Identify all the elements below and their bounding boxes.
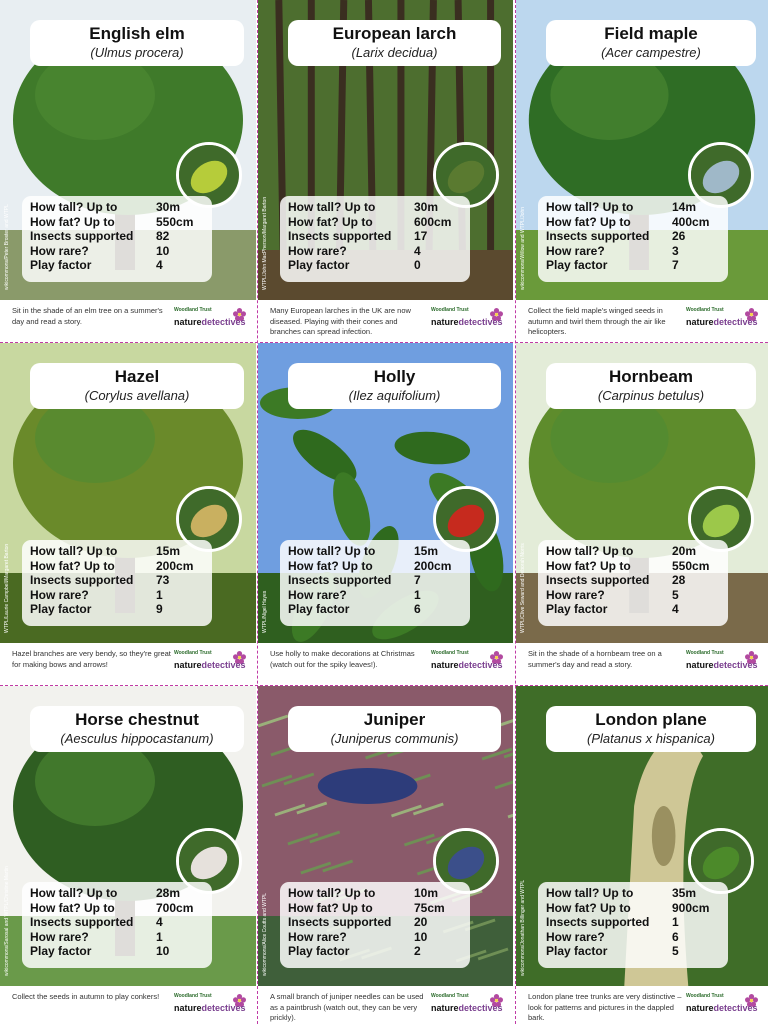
title-box	[288, 363, 501, 409]
stat-label: How tall? Up to	[546, 200, 634, 214]
tree-name: Hornbeam	[608, 367, 694, 386]
tree-name: London plane	[595, 710, 707, 729]
stat-value: 20	[414, 915, 428, 929]
stats-panel	[280, 540, 470, 626]
stat-row	[546, 930, 720, 945]
logo-wordmark	[174, 317, 246, 327]
stat-row	[30, 944, 204, 959]
tree-card	[0, 686, 256, 1024]
stat-label: Play factor	[288, 258, 350, 272]
stat-label: Insects supported	[546, 573, 650, 587]
tree-card	[258, 0, 513, 342]
nature-detectives-logo	[686, 649, 758, 679]
stat-row	[546, 559, 720, 574]
stat-label: Insects supported	[546, 229, 650, 243]
tree-card	[0, 343, 256, 685]
stat-row	[546, 901, 720, 916]
stat-value: 550cm	[156, 214, 194, 229]
logo-org: Woodland Trust	[431, 993, 469, 999]
logo-word-detectives: detectives	[201, 660, 246, 670]
stat-row	[546, 229, 720, 244]
stat-value: 28	[672, 573, 686, 587]
stat-label: How rare?	[546, 587, 605, 602]
stat-value: 6	[672, 929, 679, 944]
stat-label: How fat? Up to	[30, 558, 115, 573]
stat-value: 600cm	[414, 214, 452, 229]
stat-label: How rare?	[288, 929, 347, 944]
stat-value: 4	[414, 243, 421, 258]
stat-row	[288, 544, 462, 559]
tree-card	[258, 686, 513, 1024]
stat-row	[30, 915, 204, 930]
stat-label: How fat? Up to	[30, 900, 115, 915]
stat-label: How tall? Up to	[288, 886, 376, 900]
title-box	[30, 20, 244, 66]
latin-name: (Aesculus hippocastanum)	[60, 731, 214, 746]
tree-name: English elm	[89, 24, 185, 43]
tree-name: European larch	[332, 24, 457, 43]
logo-word-nature: nature	[431, 1003, 459, 1013]
latin-name: (Acer campestre)	[601, 45, 701, 60]
fun-fact: Hazel branches are very bendy, so they're great for making bows and arrows!	[12, 649, 171, 669]
card-footer	[0, 300, 256, 342]
stat-row	[30, 588, 204, 603]
tree-name: Hazel	[114, 367, 160, 386]
stat-value: 7	[414, 573, 421, 587]
stat-label: Play factor	[30, 944, 92, 958]
logo-org: Woodland Trust	[686, 650, 724, 656]
stat-row	[288, 901, 462, 916]
tree-card	[258, 343, 513, 685]
fun-fact: Many European larches in the UK are now diseased. Playing with their cones and branches can spread infection.	[270, 306, 411, 336]
stat-label: Insects supported	[288, 915, 392, 929]
stat-row	[546, 258, 720, 273]
nature-detectives-logo	[686, 992, 758, 1022]
stat-label: Insects supported	[288, 229, 392, 243]
tree-card	[516, 0, 768, 342]
logo-word-nature: nature	[431, 317, 459, 327]
stat-label: How rare?	[288, 243, 347, 258]
cut-line-horizontal	[0, 685, 768, 686]
stat-label: Insects supported	[546, 915, 650, 929]
stat-label: How fat? Up to	[546, 900, 631, 915]
stat-label: How tall? Up to	[288, 200, 376, 214]
stat-value: 6	[414, 602, 421, 616]
stat-label: Insects supported	[288, 573, 392, 587]
stat-value: 200cm	[414, 558, 452, 573]
stat-value: 1	[672, 915, 679, 929]
card-footer	[516, 643, 768, 685]
stat-value: 30m	[156, 200, 181, 214]
stat-row	[546, 215, 720, 230]
logo-org: Woodland Trust	[174, 307, 212, 313]
stat-row	[30, 244, 204, 259]
latin-name: (Carpinus betulus)	[597, 388, 705, 403]
card-footer	[516, 300, 768, 342]
stat-label: How fat? Up to	[30, 214, 115, 229]
stat-value: 0	[414, 258, 421, 272]
stat-value: 4	[672, 602, 679, 616]
logo-wordmark	[431, 317, 503, 327]
title-box	[288, 20, 501, 66]
stat-label: Insects supported	[30, 915, 134, 929]
fun-fact: A small branch of juniper needles can be used as a paintbrush (watch out, they can be very prickly).	[270, 992, 424, 1022]
stat-value: 10m	[414, 886, 439, 900]
stat-row	[288, 258, 462, 273]
stat-row	[30, 559, 204, 574]
card-footer	[0, 643, 256, 685]
tree-name: Holly	[373, 367, 416, 386]
stat-row	[546, 602, 720, 617]
stat-label: How rare?	[30, 243, 89, 258]
photo-credit: WTPL/Nigel Hayes	[262, 590, 268, 633]
title-box	[546, 363, 756, 409]
card-footer	[516, 986, 768, 1024]
card-footer	[0, 986, 256, 1024]
nature-detectives-logo	[686, 306, 758, 336]
photo-credit: wikicommons/Willow and WTPL/John	[520, 206, 526, 290]
stat-value: 35m	[672, 886, 697, 900]
stat-value: 26	[672, 229, 686, 243]
stat-row	[30, 229, 204, 244]
stat-value: 10	[156, 944, 170, 958]
stat-label: How tall? Up to	[288, 544, 376, 558]
photo-credit: wikicommons/Jonathan Billinger and WTPL	[520, 879, 526, 976]
latin-name: (Juniperus communis)	[330, 731, 459, 746]
nature-detectives-logo	[431, 649, 503, 679]
stat-label: How tall? Up to	[546, 886, 634, 900]
photo-credit: wikicommons/Alice Coutts and WTPL	[262, 892, 268, 976]
logo-word-detectives: detectives	[713, 317, 758, 327]
stats-panel	[538, 882, 728, 968]
stat-label: How fat? Up to	[288, 900, 373, 915]
tree-name: Juniper	[363, 710, 426, 729]
logo-org: Woodland Trust	[431, 650, 469, 656]
stat-value: 550cm	[672, 558, 710, 573]
stat-row	[546, 200, 720, 215]
logo-word-nature: nature	[686, 660, 714, 670]
stat-value: 82	[156, 229, 170, 243]
stat-label: How fat? Up to	[288, 214, 373, 229]
stat-row	[288, 930, 462, 945]
stat-row	[288, 886, 462, 901]
stat-label: How rare?	[288, 587, 347, 602]
nature-detectives-logo	[174, 306, 246, 336]
stat-value: 200cm	[156, 558, 194, 573]
stat-row	[288, 200, 462, 215]
stat-row	[288, 944, 462, 959]
stat-value: 5	[672, 587, 679, 602]
logo-wordmark	[174, 660, 246, 670]
logo-org: Woodland Trust	[686, 993, 724, 999]
stat-value: 4	[156, 915, 163, 929]
latin-name: (Ulmus procera)	[90, 45, 184, 60]
stat-label: Play factor	[546, 602, 608, 616]
stat-value: 4	[156, 258, 163, 272]
stat-label: How tall? Up to	[546, 544, 634, 558]
stat-label: How fat? Up to	[546, 214, 631, 229]
tree-card	[0, 0, 256, 342]
stat-row	[288, 559, 462, 574]
logo-org: Woodland Trust	[686, 307, 724, 313]
stat-value: 900cm	[672, 900, 710, 915]
logo-wordmark	[431, 1003, 503, 1013]
logo-word-nature: nature	[174, 1003, 202, 1013]
logo-wordmark	[686, 660, 758, 670]
stat-row	[30, 258, 204, 273]
latin-name: (Ilez aquifolium)	[348, 388, 441, 403]
photo-credit: wikicommons/Sarosal and WTPL/Christine Martin	[4, 866, 10, 976]
logo-wordmark	[686, 1003, 758, 1013]
title-box	[30, 363, 244, 409]
fun-fact: Collect the seeds in autumn to play conkers!	[12, 992, 160, 1001]
stat-label: Play factor	[288, 602, 350, 616]
stat-row	[288, 602, 462, 617]
latin-name: (Larix decidua)	[351, 45, 438, 60]
stat-label: Play factor	[546, 944, 608, 958]
latin-name: (Corylus avellana)	[84, 388, 190, 403]
stat-row	[288, 915, 462, 930]
card-footer	[258, 986, 513, 1024]
stat-label: How rare?	[30, 587, 89, 602]
fun-fact: Sit in the shade of an elm tree on a summer's day and read a story.	[12, 306, 163, 326]
stat-value: 1	[156, 587, 163, 602]
stat-row	[30, 886, 204, 901]
stat-value: 10	[414, 929, 428, 944]
logo-word-detectives: detectives	[201, 1003, 246, 1013]
stat-value: 700cm	[156, 900, 194, 915]
logo-word-nature: nature	[686, 317, 714, 327]
logo-wordmark	[431, 660, 503, 670]
logo-wordmark	[174, 1003, 246, 1013]
fun-fact: Use holly to make decorations at Christmas (watch out for the spiky leaves!).	[270, 649, 415, 669]
stat-label: Play factor	[30, 258, 92, 272]
stat-value: 5	[672, 944, 679, 958]
stat-label: Play factor	[546, 258, 608, 272]
fun-fact: Collect the field maple's winged seeds in autumn and twirl them through the air like helicopters.	[528, 306, 666, 336]
stats-panel	[22, 540, 212, 626]
nature-detectives-logo	[431, 992, 503, 1022]
stat-row	[288, 215, 462, 230]
stats-panel	[22, 196, 212, 282]
stats-panel	[22, 882, 212, 968]
stat-value: 1	[414, 587, 421, 602]
stat-value: 20m	[672, 544, 697, 558]
tree-card	[516, 686, 768, 1024]
photo-credit: wikicommons/Peter Broster and WTPL	[4, 204, 10, 290]
photo-credit: WTPL/John MacPherson/Margaret Barton	[262, 196, 268, 290]
stat-label: How rare?	[546, 929, 605, 944]
logo-word-detectives: detectives	[713, 1003, 758, 1013]
card-footer	[258, 643, 513, 685]
stat-label: How tall? Up to	[30, 200, 118, 214]
logo-wordmark	[686, 317, 758, 327]
logo-org: Woodland Trust	[174, 650, 212, 656]
fun-fact: London plane tree trunks are very distinctive – look for patterns and pictures in the dappled bark.	[528, 992, 682, 1022]
logo-word-nature: nature	[686, 1003, 714, 1013]
logo-word-detectives: detectives	[458, 317, 503, 327]
stat-value: 3	[672, 243, 679, 258]
stat-row	[30, 901, 204, 916]
nature-detectives-logo	[431, 306, 503, 336]
stat-row	[288, 229, 462, 244]
stat-label: How fat? Up to	[546, 558, 631, 573]
stat-value: 17	[414, 229, 428, 243]
stat-row	[30, 215, 204, 230]
stat-row	[546, 244, 720, 259]
logo-word-detectives: detectives	[458, 660, 503, 670]
logo-word-detectives: detectives	[201, 317, 246, 327]
stat-value: 10	[156, 243, 170, 258]
stat-row	[288, 588, 462, 603]
stat-row	[30, 602, 204, 617]
cut-line-horizontal	[0, 342, 768, 343]
nature-detectives-logo	[174, 992, 246, 1022]
title-box	[546, 706, 756, 752]
stats-panel	[280, 196, 470, 282]
stat-row	[288, 244, 462, 259]
fun-fact: Sit in the shade of a hornbeam tree on a summer's day and read a story.	[528, 649, 662, 669]
stat-label: Insects supported	[30, 229, 134, 243]
tree-name: Field maple	[604, 24, 698, 43]
stat-value: 15m	[156, 544, 181, 558]
stats-panel	[538, 540, 728, 626]
cut-line-vertical	[257, 0, 258, 1024]
stat-label: Play factor	[288, 944, 350, 958]
logo-word-detectives: detectives	[713, 660, 758, 670]
stat-row	[546, 944, 720, 959]
stat-row	[288, 573, 462, 588]
logo-word-nature: nature	[174, 660, 202, 670]
logo-word-nature: nature	[431, 660, 459, 670]
stat-row	[30, 200, 204, 215]
stat-label: How tall? Up to	[30, 544, 118, 558]
card-footer	[258, 300, 513, 342]
stat-value: 30m	[414, 200, 439, 214]
stat-row	[30, 573, 204, 588]
stat-row	[30, 930, 204, 945]
stat-value: 9	[156, 602, 163, 616]
stat-row	[30, 544, 204, 559]
stat-label: How fat? Up to	[288, 558, 373, 573]
stat-value: 73	[156, 573, 170, 587]
stat-value: 7	[672, 258, 679, 272]
logo-word-nature: nature	[174, 317, 202, 327]
stats-panel	[538, 196, 728, 282]
stat-value: 28m	[156, 886, 181, 900]
logo-word-detectives: detectives	[458, 1003, 503, 1013]
stat-label: How tall? Up to	[30, 886, 118, 900]
title-box	[546, 20, 756, 66]
stat-value: 1	[156, 929, 163, 944]
stat-value: 14m	[672, 200, 697, 214]
stat-value: 400cm	[672, 214, 710, 229]
stat-value: 15m	[414, 544, 439, 558]
logo-org: Woodland Trust	[431, 307, 469, 313]
stat-label: How rare?	[546, 243, 605, 258]
title-box	[30, 706, 244, 752]
stat-row	[546, 573, 720, 588]
stat-row	[546, 886, 720, 901]
stat-value: 75cm	[414, 900, 445, 915]
logo-org: Woodland Trust	[174, 993, 212, 999]
stat-row	[546, 544, 720, 559]
photo-credit: WTPL/Clive Seward and Deborah Norris	[520, 543, 526, 633]
nature-detectives-logo	[174, 649, 246, 679]
cut-line-vertical	[515, 0, 516, 1024]
stat-row	[546, 588, 720, 603]
stats-panel	[280, 882, 470, 968]
stat-label: How rare?	[30, 929, 89, 944]
stat-label: Insects supported	[30, 573, 134, 587]
tree-card	[516, 343, 768, 685]
latin-name: (Platanus x hispanica)	[587, 731, 715, 746]
tree-name: Horse chestnut	[75, 710, 199, 729]
stat-row	[546, 915, 720, 930]
photo-credit: WTPL/Laurie Campbell/Margaret Barton	[4, 543, 10, 633]
stat-label: Play factor	[30, 602, 92, 616]
stat-value: 2	[414, 944, 421, 958]
title-box	[288, 706, 501, 752]
